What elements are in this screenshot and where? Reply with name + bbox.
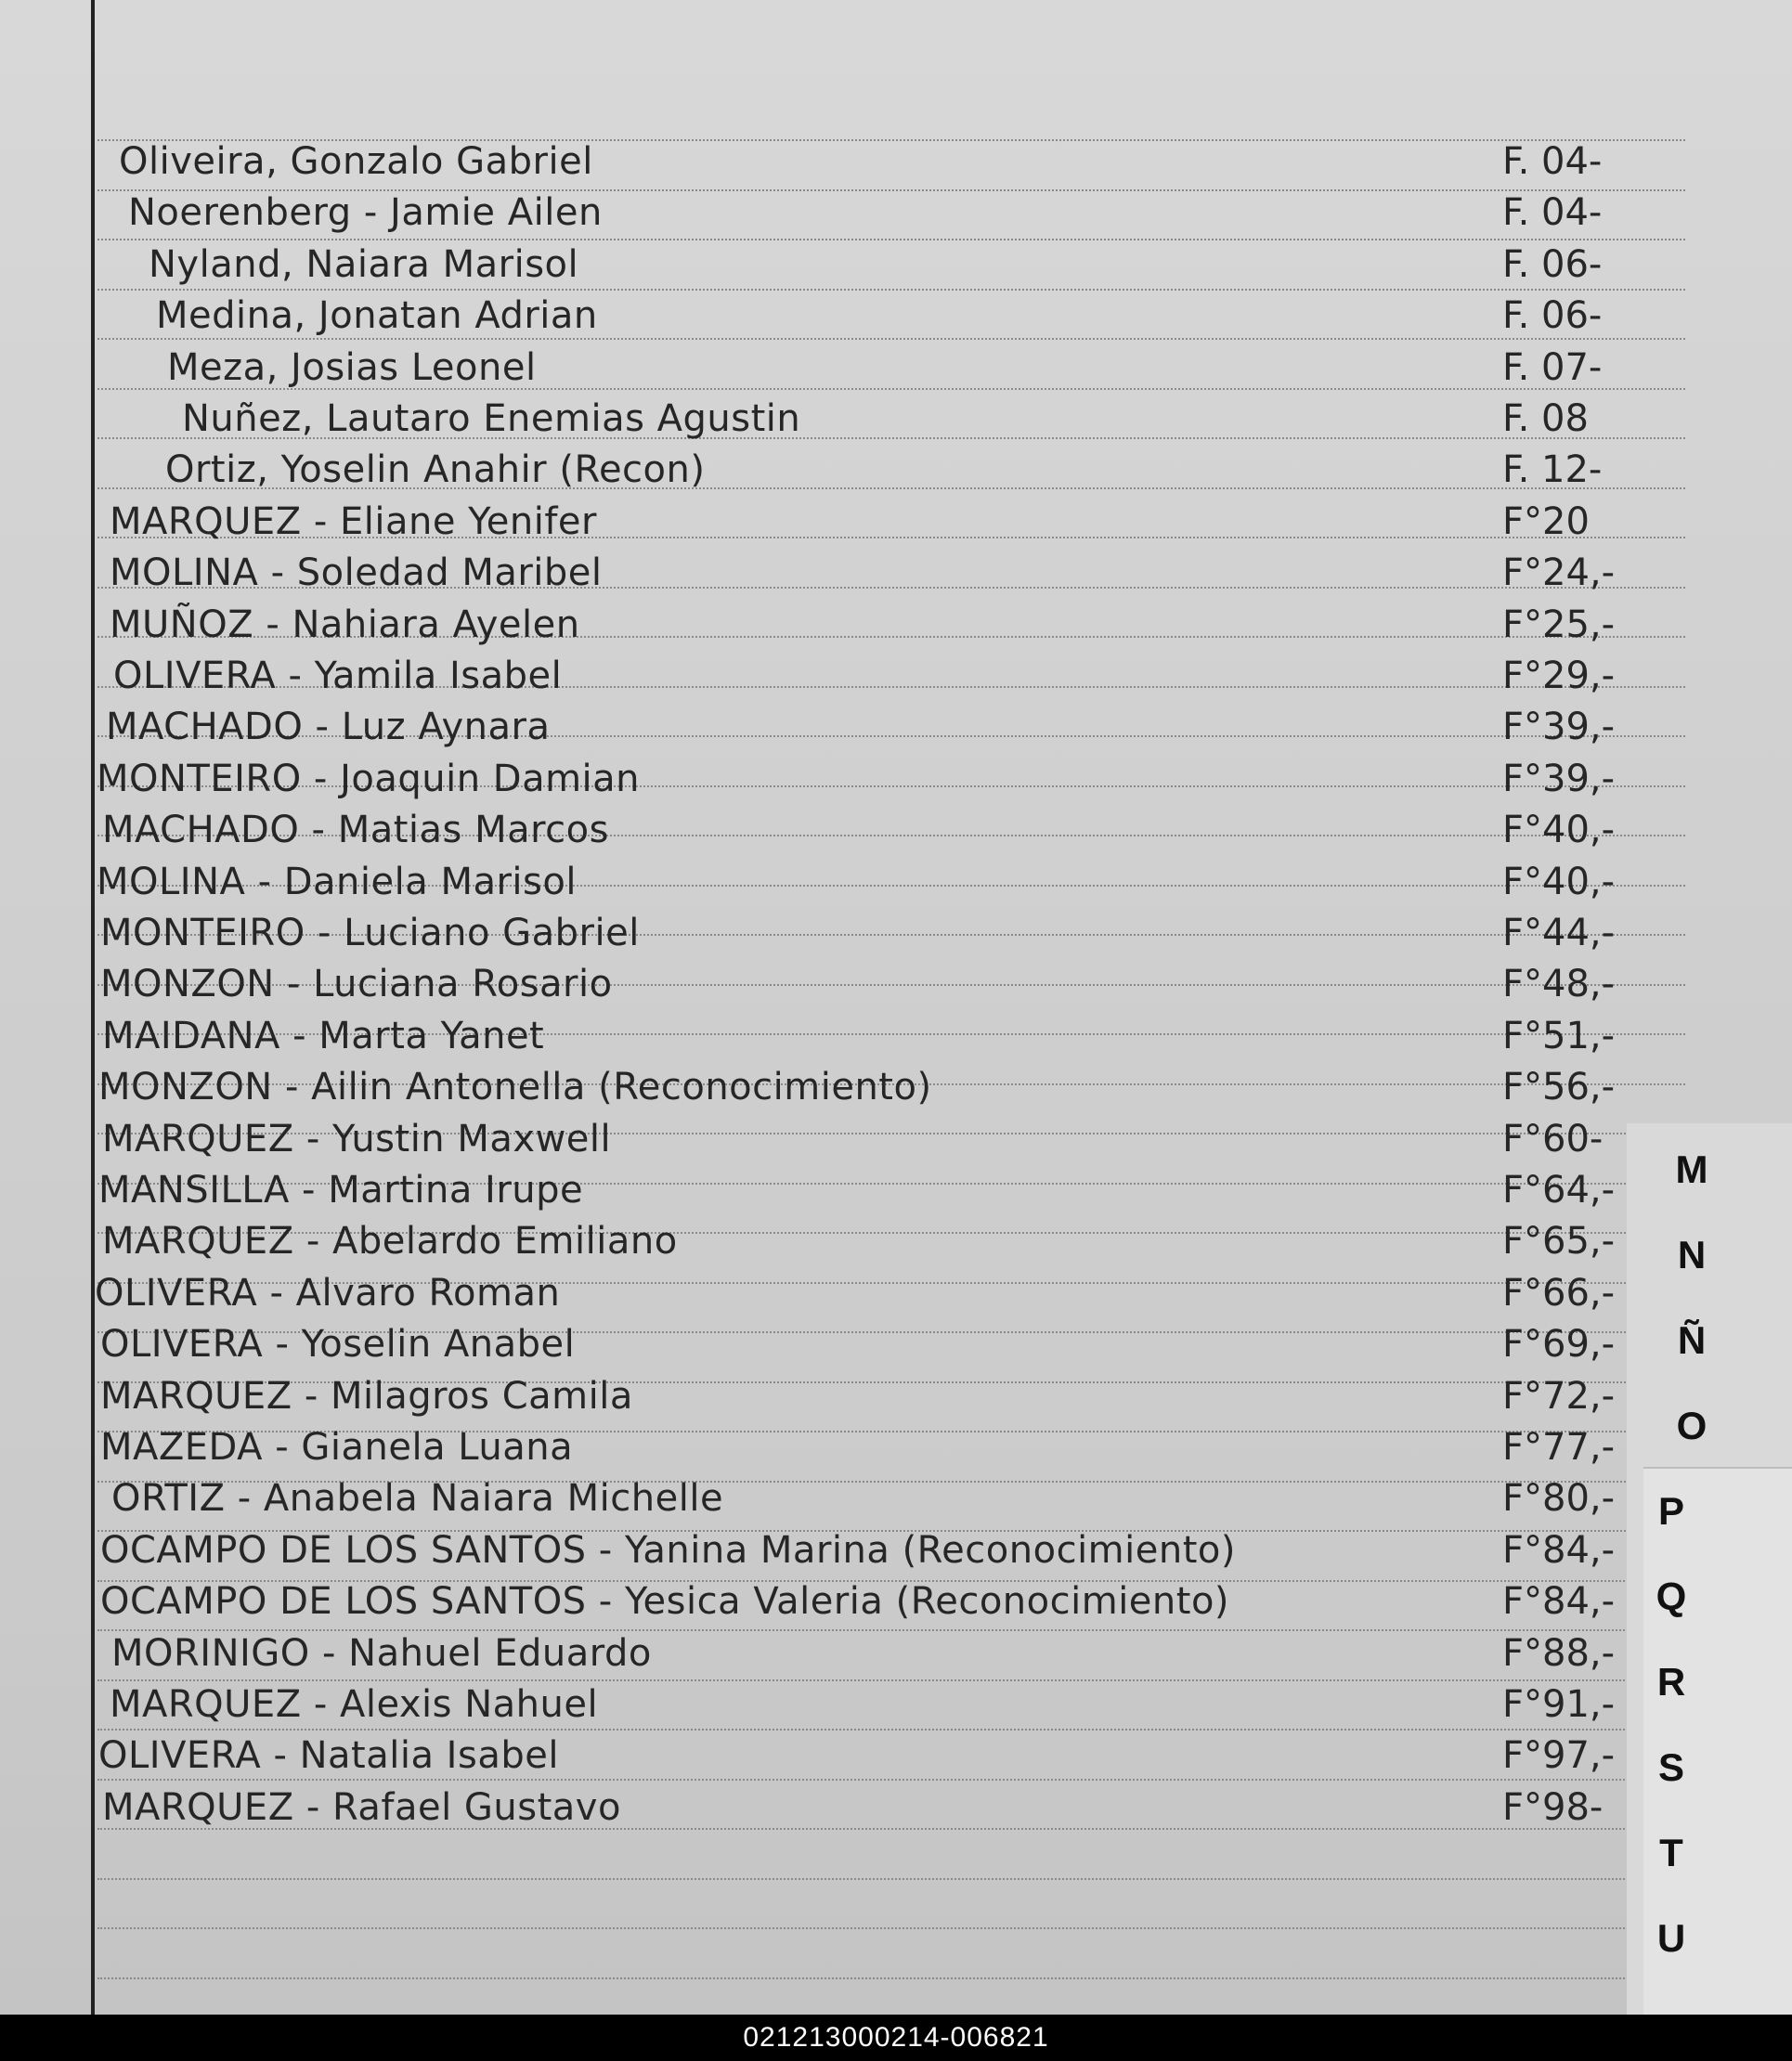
entry-name: MARQUEZ - Eliane Yenifer [110,499,597,543]
entry-name: OCAMPO DE LOS SANTOS - Yanina Marina (Reconocimiento) [100,1528,1236,1572]
ledger-entry [0,549,1792,597]
ruled-line [97,1729,1625,1730]
ledger-entry [0,755,1792,803]
ledger-entry [0,601,1792,649]
entry-folio: F°48,- [1502,963,1616,1006]
ledger-entry [0,240,1792,289]
entry-name: Oliveira, Gonzalo Gabriel [119,140,593,183]
ledger-entry [0,446,1792,494]
entry-name: MARQUEZ - Yustin Maxwell [102,1117,612,1160]
entry-folio: F°65,- [1502,1220,1616,1264]
entry-name: OLIVERA - Yamila Isabel [113,655,563,697]
ledger-entry [0,1629,1792,1678]
index-tab-letter: Ñ [1677,1318,1707,1362]
entry-name: OLIVERA - Natalia Isabel [98,1734,559,1778]
entry-folio: F°39,- [1502,706,1616,749]
alphabet-index-tabs [1627,1123,1792,2015]
entry-name: OLIVERA - Alvaro Roman [95,1271,561,1315]
entry-name: Medina, Jonatan Adrian [156,294,598,338]
entry-folio: F°66,- [1502,1271,1616,1315]
entry-folio: F°97,- [1502,1734,1616,1778]
ruled-line [97,1927,1625,1929]
entry-name: ORTIZ - Anabela Naiara Michelle [111,1477,724,1521]
entry-folio: F°77,- [1502,1426,1616,1469]
ledger-entry [0,137,1792,186]
entry-name: MONTEIRO - Luciano Gabriel [100,912,640,954]
entry-name: Nuñez, Lautaro Enemias Agustin [182,397,801,440]
entry-name: MONZON - Ailin Antonella (Reconocimiento) [98,1066,932,1109]
entry-folio: F°72,- [1502,1374,1616,1418]
entry-name: MAIDANA - Marta Yanet [102,1014,545,1057]
index-tab-letter: R [1656,1660,1686,1704]
entry-folio: F°39,- [1502,757,1616,800]
entry-folio: F°98- [1502,1785,1604,1829]
ledger-entry [0,858,1792,906]
ledger-entry [0,1577,1792,1626]
entry-folio: F°40,- [1502,809,1616,852]
entry-name: Noerenberg - Jamie Ailen [128,191,603,235]
entry-folio: F°69,- [1502,1323,1616,1367]
entry-name: Meza, Josias Leonel [167,345,537,389]
ledger-entry [0,1115,1792,1163]
index-tab-letter: N [1677,1233,1707,1277]
entry-name: MACHADO - Matias Marcos [102,809,609,852]
entry-name: MACHADO - Luz Aynara [106,706,551,749]
entry-name: MOLINA - Daniela Marisol [97,860,577,903]
entry-name: MORINIGO - Nahuel Eduardo [111,1631,652,1675]
index-tab-letter: P [1657,1489,1684,1533]
ledger-entry [0,1320,1792,1368]
entry-name: MONTEIRO - Joaquin Damian [97,757,641,800]
ledger-entry [0,292,1792,340]
entry-name: OCAMPO DE LOS SANTOS - Yesica Valeria (Reconocimiento) [100,1580,1230,1624]
entry-folio: F°40,- [1502,860,1616,903]
entry-folio: F°51,- [1502,1014,1616,1057]
entry-name: MARQUEZ - Milagros Camila [100,1374,633,1418]
ruled-line [97,289,1685,291]
ledger-entry [0,960,1792,1008]
entry-folio: F°20 [1502,499,1590,543]
entry-name: MANSILLA - Martina Irupe [98,1169,584,1212]
ledger-entry [0,1526,1792,1575]
ruled-line [97,1977,1625,1979]
entry-folio: F°29,- [1502,655,1616,697]
entry-name: MAZEDA - Gianela Luana [100,1426,574,1469]
entry-folio: F°84,- [1502,1580,1616,1624]
ruled-line [97,1878,1625,1880]
index-tab-letter: T [1659,1831,1683,1874]
entry-name: MARQUEZ - Rafael Gustavo [102,1785,621,1829]
ledger-entry [0,1166,1792,1214]
ledger-entry [0,1731,1792,1780]
document-id: 021213000214-006821 [743,2022,1049,2053]
entry-folio: F°56,- [1502,1066,1616,1109]
index-tab-letter: U [1656,1916,1686,1960]
entry-folio: F°64,- [1502,1169,1616,1212]
ledger-entry [0,1269,1792,1317]
index-tab-letter: S [1657,1745,1684,1789]
ledger-entry [0,395,1792,443]
ledger-entry [0,1783,1792,1832]
entry-folio: F. 04- [1502,140,1603,183]
entry-folio: F. 04- [1502,191,1603,235]
ledger-entry [0,188,1792,237]
entry-folio: F°60- [1502,1117,1604,1160]
ledger-entry [0,344,1792,392]
entry-name: Ortiz, Yoselin Anahir (Recon) [165,448,706,492]
ledger-entry [0,1680,1792,1729]
ledger-entry [0,909,1792,957]
entry-name: MARQUEZ - Alexis Nahuel [110,1683,599,1726]
index-tab-letter: O [1676,1404,1708,1447]
entry-folio: F°44,- [1502,912,1616,954]
entry-folio: F. 06- [1502,294,1603,338]
ledger-entry [0,806,1792,854]
entry-folio: F°91,- [1502,1683,1616,1726]
ledger-entry [0,652,1792,700]
entry-name: OLIVERA - Yoselin Anabel [100,1323,576,1367]
entry-folio: F°25,- [1502,603,1616,646]
ledger-entry [0,1372,1792,1420]
entry-folio: F. 07- [1502,345,1603,389]
entry-name: MUÑOZ - Nahiara Ayelen [110,603,580,646]
entry-name: MARQUEZ - Abelardo Emiliano [102,1220,678,1264]
ledger-entry [0,1474,1792,1523]
entry-name: Nyland, Naiara Marisol [149,242,579,286]
ledger-entry [0,703,1792,751]
ledger-entry [0,1217,1792,1265]
index-tab-letter: M [1675,1147,1708,1191]
entry-folio: F°24,- [1502,551,1616,595]
entry-folio: F°84,- [1502,1528,1616,1572]
entry-folio: F. 12- [1502,448,1603,492]
entry-folio: F°88,- [1502,1631,1616,1675]
ledger-entry [0,1423,1792,1471]
index-tab-letter: Q [1656,1575,1687,1618]
ledger-entry [0,498,1792,546]
ledger-entry [0,1063,1792,1111]
entry-folio: F°80,- [1502,1477,1616,1521]
entry-folio: F. 06- [1502,242,1603,286]
ledger-entry [0,1012,1792,1060]
entry-folio: F. 08 [1502,397,1589,440]
footer-bar [0,2015,1792,2061]
entry-name: MONZON - Luciana Rosario [100,963,613,1006]
entry-name: MOLINA - Soledad Maribel [110,551,603,595]
